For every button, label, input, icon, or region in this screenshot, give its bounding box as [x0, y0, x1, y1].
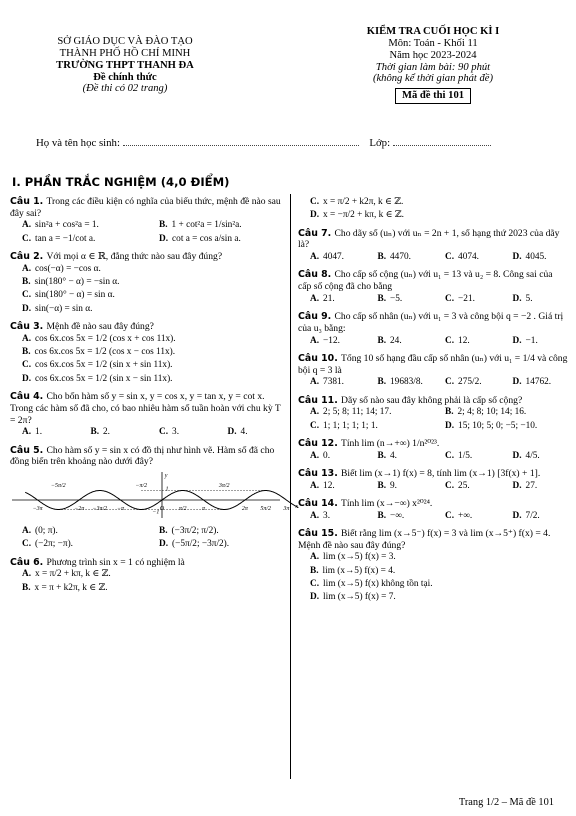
- question-text: Tính lim (n→+∞) 1/n²⁰²³.: [341, 437, 440, 449]
- question-stem: [10, 251, 284, 263]
- question-11: [298, 395, 568, 434]
- option-letter: D.: [310, 592, 320, 603]
- option-letter: B.: [377, 450, 387, 461]
- student-info: [36, 137, 556, 150]
- answer-options: [298, 252, 568, 265]
- option-letter: D.: [512, 252, 522, 263]
- answer-option-c[interactable]: [147, 427, 216, 438]
- option-letter: A.: [310, 293, 320, 304]
- answer-option-a[interactable]: [10, 569, 284, 580]
- option-text: sin(−α) = sin α.: [35, 303, 93, 314]
- header-right: [300, 26, 566, 104]
- option-text: x = π/2 + kπ, k ∈ ℤ.: [35, 569, 111, 580]
- answer-option-a[interactable]: [298, 481, 366, 492]
- label-origin: O: [159, 505, 165, 512]
- option-letter: C.: [310, 420, 320, 431]
- question-6: [10, 557, 284, 596]
- answer-option-b[interactable]: [366, 511, 434, 522]
- question-text: Tổng 10 số hạng đầu cấp số nhân (uₙ) với u₁ = 1/4 và công bội q = 3 là: [298, 352, 568, 376]
- option-letter: D.: [159, 233, 169, 244]
- answer-option-b[interactable]: [10, 583, 284, 594]
- option-letter: D.: [22, 373, 32, 384]
- option-letter: A.: [22, 263, 32, 274]
- answer-option-d[interactable]: [147, 539, 284, 550]
- answer-option-b[interactable]: [366, 377, 434, 388]
- option-letter: A.: [310, 450, 320, 461]
- option-text: 4.: [390, 450, 398, 461]
- answer-option-a[interactable]: [298, 407, 433, 418]
- label-x: x: [295, 503, 299, 510]
- option-text: 0.: [323, 450, 331, 461]
- school-year: Năm học 2023-2024: [389, 49, 477, 61]
- question-text: Mệnh đề nào sau đây đúng?: [46, 321, 154, 333]
- question-cont: [298, 197, 568, 224]
- option-text: −21.: [458, 293, 475, 304]
- option-text: 4047.: [323, 252, 344, 263]
- option-letter: B.: [159, 525, 168, 536]
- answer-options: [298, 481, 568, 494]
- question-text: Cho hàm số y = sin x có đồ thị như hình vẽ. Hàm số đã cho đồng biến trên khoảng nào dưới đây?: [10, 444, 275, 468]
- answer-options: [10, 220, 284, 247]
- answer-option-d[interactable]: [147, 234, 284, 245]
- option-letter: B.: [445, 407, 454, 418]
- question-3: [10, 321, 284, 387]
- answer-option-a[interactable]: [10, 427, 79, 438]
- question-number: Câu 5.: [10, 444, 47, 456]
- option-letter: A.: [310, 480, 320, 491]
- option-text: x = π + k2π, k ∈ ℤ.: [34, 582, 108, 593]
- option-letter: C.: [22, 233, 32, 244]
- option-text: 1; 1; 1; 1; 1; 1.: [323, 420, 378, 431]
- answer-option-d[interactable]: [501, 336, 569, 347]
- option-letter: B.: [159, 220, 168, 231]
- question-12: [298, 438, 568, 464]
- option-letter: A.: [310, 407, 320, 418]
- label-neg-one: −1: [152, 509, 160, 516]
- answer-option-c[interactable]: [433, 294, 501, 305]
- answer-options: [298, 552, 568, 605]
- answer-option-b[interactable]: [10, 277, 284, 288]
- option-letter: C.: [445, 510, 455, 521]
- question-text: Cho bốn hàm số y = sin x, y = cos x, y = tan x, y = cot x. Trong các hàm số đã cho, có bao nhiêu hàm số tuần hoàn với chu kỳ T = 2π?: [10, 391, 281, 426]
- option-letter: C.: [22, 290, 32, 301]
- option-letter: C.: [445, 480, 455, 491]
- option-text: 5.: [525, 293, 533, 304]
- answer-option-b[interactable]: [433, 407, 568, 418]
- option-letter: A.: [310, 252, 320, 263]
- question-13: [298, 468, 568, 494]
- question-number: Câu 6.: [10, 556, 47, 568]
- question-stem: [10, 321, 284, 333]
- question-stem: [298, 228, 568, 251]
- answer-option-a[interactable]: [298, 377, 366, 388]
- answer-option-c[interactable]: [298, 579, 568, 590]
- question-8: [298, 269, 568, 307]
- option-letter: C.: [445, 335, 455, 346]
- option-text: cos 6x.cos 5x = 1/2 (sin x − sin 11x).: [35, 373, 173, 384]
- option-letter: A.: [22, 220, 32, 231]
- option-letter: D.: [22, 303, 32, 314]
- question-number: Câu 14.: [298, 498, 342, 510]
- answer-option-d[interactable]: [501, 252, 569, 263]
- answer-option-d[interactable]: [298, 210, 568, 221]
- option-text: sin(180° − α) = −sin α.: [34, 277, 120, 288]
- answer-option-b[interactable]: [366, 294, 434, 305]
- option-text: 27.: [525, 480, 538, 491]
- answer-option-b[interactable]: [147, 526, 284, 537]
- answer-option-b[interactable]: [366, 451, 434, 462]
- option-text: cos 6x.cos 5x = 1/2 (sin x + sin 11x).: [35, 360, 173, 371]
- label-neg-pi-2: −π/2: [135, 482, 148, 489]
- option-text: 3.: [172, 427, 180, 438]
- label-3pi: 3π: [283, 505, 290, 512]
- answer-option-d[interactable]: [10, 374, 284, 385]
- option-letter: C.: [310, 197, 320, 207]
- option-text: cos(−α) = −cos α.: [35, 263, 101, 274]
- option-letter: D.: [512, 377, 522, 388]
- question-stem: [10, 196, 284, 219]
- option-text: 4/5.: [525, 450, 540, 461]
- question-number: Câu 13.: [298, 467, 342, 479]
- option-text: 2; 5; 8; 11; 14; 17.: [323, 407, 392, 418]
- option-letter: D.: [159, 539, 169, 550]
- answer-option-b[interactable]: [366, 252, 434, 263]
- option-letter: A.: [22, 427, 32, 438]
- question-number: Câu 8.: [298, 269, 335, 281]
- exam-code-box: Mã đề thi 101: [395, 88, 471, 104]
- option-letter: B.: [22, 277, 31, 288]
- option-text: +∞.: [458, 510, 473, 521]
- page-footer: Trang 1/2 – Mã đề 101: [458, 797, 554, 808]
- answer-option-d[interactable]: [10, 304, 284, 315]
- option-letter: A.: [310, 335, 320, 346]
- question-number: Câu 2.: [10, 251, 47, 263]
- option-text: 12.: [323, 480, 335, 491]
- question-text: Biết lim (x→1) f(x) = 8, tính lim (x→1) [3f(x) + 1].: [341, 467, 541, 479]
- option-text: 4.: [240, 427, 248, 438]
- option-text: 4074.: [458, 252, 479, 263]
- question-10: [298, 353, 568, 391]
- answer-option-a[interactable]: [298, 336, 366, 347]
- option-text: 3.: [323, 510, 331, 521]
- answer-options: [298, 336, 568, 349]
- answer-option-c[interactable]: [433, 451, 501, 462]
- label-neg-pi: −π: [116, 505, 125, 512]
- duration-note: (không kể thời gian phát đề): [372, 73, 494, 85]
- dept-line2: THÀNH PHỐ HỒ CHÍ MINH: [59, 47, 191, 59]
- answer-option-d[interactable]: [501, 294, 569, 305]
- sine-graph: [10, 470, 299, 520]
- question-number: Câu 15.: [298, 528, 342, 540]
- section-title: I. PHẦN TRẮC NGHIỆM (4,0 ĐIỂM): [12, 175, 230, 189]
- answer-option-c[interactable]: [298, 197, 568, 208]
- answer-option-b[interactable]: [366, 336, 434, 347]
- question-text: Tính lim (x→−∞) x²⁰²⁴.: [341, 498, 433, 510]
- class-field[interactable]: [393, 137, 491, 146]
- label-neg-5pi-2: −5π/2: [50, 482, 66, 489]
- option-text: lim (x→5) f(x) không tồn tại.: [323, 579, 433, 590]
- answer-option-a[interactable]: [298, 451, 366, 462]
- question-5: [10, 444, 299, 553]
- column-divider: [290, 194, 291, 779]
- option-letter: D.: [512, 450, 522, 461]
- question-text: Biết rằng lim (x→5⁻) f(x) = 3 và lim (x→5⁺) f(x) = 4. Mệnh đề nào sau đây đúng?: [298, 528, 551, 551]
- answer-option-b[interactable]: [79, 427, 148, 438]
- question-stem: [298, 269, 568, 292]
- option-letter: D.: [512, 480, 522, 491]
- answer-option-a[interactable]: [10, 264, 284, 275]
- answer-option-d[interactable]: [216, 427, 285, 438]
- question-stem: [10, 557, 284, 569]
- label-neg-3pi-2: −3π/2: [92, 505, 108, 512]
- option-letter: D.: [227, 427, 237, 438]
- option-text: 19683/8.: [390, 377, 423, 388]
- label-neg-2pi: −2π: [74, 505, 85, 512]
- question-7: [298, 228, 568, 266]
- option-text: 1.: [35, 427, 43, 438]
- option-text: sin²a + cos²a = 1.: [35, 220, 99, 231]
- option-text: cos 6x.cos 5x = 1/2 (cos x + cos 11x).: [35, 333, 176, 344]
- answer-option-a[interactable]: [10, 334, 284, 345]
- option-text: cos 6x.cos 5x = 1/2 (cos x − cos 11x).: [34, 347, 176, 358]
- subject: Môn: Toán - Khối 11: [388, 37, 478, 49]
- answer-option-c[interactable]: [10, 290, 284, 301]
- official-label: Đề chính thức: [93, 71, 157, 83]
- option-text: −∞.: [390, 510, 405, 521]
- question-4: [10, 391, 284, 440]
- question-number: Câu 11.: [298, 394, 342, 406]
- answer-options: [298, 407, 568, 434]
- answer-option-d[interactable]: [501, 377, 569, 388]
- answer-option-b[interactable]: [147, 220, 284, 231]
- question-number: Câu 1.: [10, 196, 47, 207]
- question-number: Câu 3.: [10, 321, 47, 333]
- answer-options: [10, 264, 284, 317]
- pages-note: (Đề thi có 02 trang): [82, 83, 168, 95]
- option-letter: B.: [377, 335, 387, 346]
- option-letter: B.: [377, 480, 387, 491]
- answer-option-d[interactable]: [501, 511, 569, 522]
- option-letter: C.: [159, 427, 169, 438]
- option-text: 7/2.: [525, 510, 540, 521]
- answer-options: [10, 526, 284, 553]
- option-text: 275/2.: [458, 377, 482, 388]
- question-9: [298, 311, 568, 349]
- option-text: 25.: [458, 480, 470, 491]
- option-letter: D.: [512, 510, 522, 521]
- option-text: lim (x→5) f(x) = 4.: [322, 565, 396, 576]
- option-letter: A.: [22, 333, 32, 344]
- question-stem: [298, 395, 568, 407]
- graph-figure: [10, 470, 299, 520]
- question-stem: [298, 528, 568, 551]
- option-letter: C.: [22, 539, 32, 550]
- answer-options: [298, 294, 568, 307]
- option-text: x = π/2 + k2π, k ∈ ℤ.: [323, 197, 404, 207]
- question-stem: [10, 445, 284, 468]
- answer-option-d[interactable]: [298, 592, 568, 603]
- label-y: y: [164, 472, 168, 479]
- answer-option-b[interactable]: [298, 566, 568, 577]
- answer-option-a[interactable]: [298, 252, 366, 263]
- answer-option-c[interactable]: [433, 252, 501, 263]
- option-text: −1.: [525, 335, 538, 346]
- option-text: 4045.: [525, 252, 547, 263]
- answer-option-c[interactable]: [433, 377, 501, 388]
- option-letter: B.: [310, 565, 319, 576]
- question-text: Cho cấp số cộng (uₙ) với u₁ = 13 và u₂ = 8. Công sai của cấp số cộng đã cho bằng: [298, 269, 553, 293]
- question-14: [298, 498, 568, 524]
- answer-option-b[interactable]: [366, 481, 434, 492]
- question-stem: [298, 353, 568, 376]
- option-text: 1/5.: [458, 450, 473, 461]
- question-15: [298, 528, 568, 606]
- question-stem: [298, 311, 568, 334]
- option-letter: A.: [22, 569, 32, 580]
- answer-option-c[interactable]: [10, 539, 147, 550]
- option-text: (−2π; −π).: [35, 539, 73, 550]
- question-text: Phương trình sin x = 1 có nghiệm là: [46, 556, 185, 568]
- label-neg-3pi: −3π: [32, 505, 43, 512]
- option-text: (−5π/2; −3π/2).: [172, 539, 230, 550]
- question-number: Câu 4.: [10, 391, 47, 403]
- option-text: 21.: [323, 293, 335, 304]
- answer-option-c[interactable]: [298, 421, 433, 432]
- option-letter: B.: [90, 427, 100, 438]
- option-letter: D.: [512, 293, 522, 304]
- option-letter: C.: [22, 360, 32, 371]
- label-2pi: 2π: [241, 505, 248, 512]
- option-text: sin(180° − α) = sin α.: [35, 290, 115, 301]
- question-text: Trong các điều kiện có nghĩa của biểu thức, mệnh đề nào sau đây sai?: [10, 196, 281, 219]
- label-pi-2: π/2: [178, 505, 187, 512]
- answer-option-c[interactable]: [433, 511, 501, 522]
- answer-options: [298, 377, 568, 390]
- label-one: 1: [165, 486, 169, 493]
- option-letter: B.: [377, 293, 387, 304]
- question-number: Câu 9.: [298, 311, 335, 323]
- answer-options: [298, 511, 568, 524]
- answer-option-c[interactable]: [10, 360, 284, 371]
- option-text: 7381.: [323, 377, 344, 388]
- option-text: −5.: [390, 293, 403, 304]
- answer-options: [10, 569, 284, 596]
- option-text: 14762.: [525, 377, 552, 388]
- label-5pi-2: 5π/2: [260, 505, 272, 512]
- name-label: Họ và tên học sinh:: [36, 137, 120, 149]
- question-stem: [298, 438, 568, 450]
- answer-options: [10, 427, 284, 440]
- option-letter: C.: [445, 377, 455, 388]
- question-stem: [10, 391, 284, 426]
- option-letter: B.: [377, 252, 387, 263]
- question-number: Câu 7.: [298, 227, 335, 239]
- duration: Thời gian làm bài: 90 phút: [375, 61, 491, 73]
- question-text: Với mọi α ∈ ℝ, đẳng thức nào sau đây đúng?: [46, 251, 223, 263]
- answer-option-a[interactable]: [10, 526, 147, 537]
- question-number: Câu 12.: [298, 437, 342, 449]
- exam-title: KIỂM TRA CUỐI HỌC KÌ I: [366, 26, 500, 37]
- option-text: 12.: [458, 335, 470, 346]
- option-text: 15; 10; 5; 0; −5; −10.: [458, 420, 538, 431]
- question-2: [10, 251, 284, 317]
- option-text: x = −π/2 + kπ, k ∈ ℤ.: [323, 210, 404, 221]
- option-letter: B.: [22, 347, 31, 358]
- option-letter: A.: [310, 377, 320, 388]
- answer-option-d[interactable]: [501, 481, 569, 492]
- option-text: 4470.: [390, 252, 411, 263]
- option-text: lim (x→5) f(x) = 7.: [323, 592, 396, 603]
- option-text: tan a = −1/cot a.: [35, 233, 96, 244]
- option-letter: A.: [310, 552, 320, 563]
- question-number: Câu 10.: [298, 352, 342, 364]
- answer-option-a[interactable]: [298, 552, 568, 563]
- class-label: Lớp:: [369, 137, 391, 149]
- school-name: TRƯỜNG THPT THANH ĐA: [56, 59, 194, 71]
- option-letter: C.: [445, 293, 455, 304]
- option-letter: D.: [310, 210, 320, 221]
- dept-line1: SỞ GIÁO DỤC VÀ ĐÀO TẠO: [57, 36, 193, 47]
- option-text: 2.: [103, 427, 111, 438]
- option-letter: A.: [22, 525, 32, 536]
- question-1: [10, 196, 284, 247]
- label-pi: π: [201, 505, 206, 512]
- option-letter: C.: [445, 252, 455, 263]
- option-letter: B.: [377, 377, 387, 388]
- option-text: cot a = cos a/sin a.: [172, 233, 241, 244]
- answer-option-d[interactable]: [501, 451, 569, 462]
- question-text: Cho dãy số (uₙ) với uₙ = 2n + 1, số hạng thứ 2023 của dãy là?: [298, 227, 560, 251]
- right-column: [298, 196, 568, 610]
- option-text: 24.: [390, 335, 402, 346]
- answer-option-c[interactable]: [10, 234, 147, 245]
- option-letter: A.: [310, 510, 320, 521]
- name-field[interactable]: [123, 137, 359, 146]
- option-text: 9.: [390, 480, 398, 491]
- answer-option-c[interactable]: [433, 336, 501, 347]
- answer-option-b[interactable]: [10, 347, 284, 358]
- option-letter: C.: [310, 579, 320, 590]
- option-text: lim (x→5) f(x) = 3.: [323, 552, 396, 563]
- option-text: (0; π).: [35, 525, 58, 536]
- question-stem: [298, 498, 568, 510]
- option-text: 2; 4; 8; 10; 14; 16.: [457, 407, 527, 418]
- option-letter: C.: [445, 450, 455, 461]
- answer-option-c[interactable]: [433, 481, 501, 492]
- option-letter: D.: [512, 335, 522, 346]
- answer-option-d[interactable]: [433, 421, 568, 432]
- answer-option-a[interactable]: [298, 511, 366, 522]
- option-text: (−3π/2; π/2).: [171, 525, 219, 536]
- answer-options: [298, 451, 568, 464]
- option-letter: B.: [22, 582, 31, 593]
- option-letter: D.: [445, 420, 455, 431]
- answer-options: [298, 197, 568, 224]
- header-left: [22, 36, 228, 95]
- option-text: 1 + cot²a = 1/sin²a.: [171, 220, 242, 231]
- answer-option-a[interactable]: [10, 220, 147, 231]
- answer-option-a[interactable]: [298, 294, 366, 305]
- answer-options: [10, 334, 284, 387]
- question-text: Dãy số nào sau đây không phải là cấp số cộng?: [341, 394, 523, 406]
- option-text: −12.: [323, 335, 340, 346]
- left-column: [10, 196, 299, 600]
- question-text: Cho cấp số nhân (uₙ) với u₁ = 3 và công bội q = −2 . Giá trị của u₃ bằng:: [298, 311, 564, 334]
- question-stem: [298, 468, 568, 480]
- label-3pi-2: 3π/2: [218, 482, 230, 489]
- option-letter: B.: [377, 510, 387, 521]
